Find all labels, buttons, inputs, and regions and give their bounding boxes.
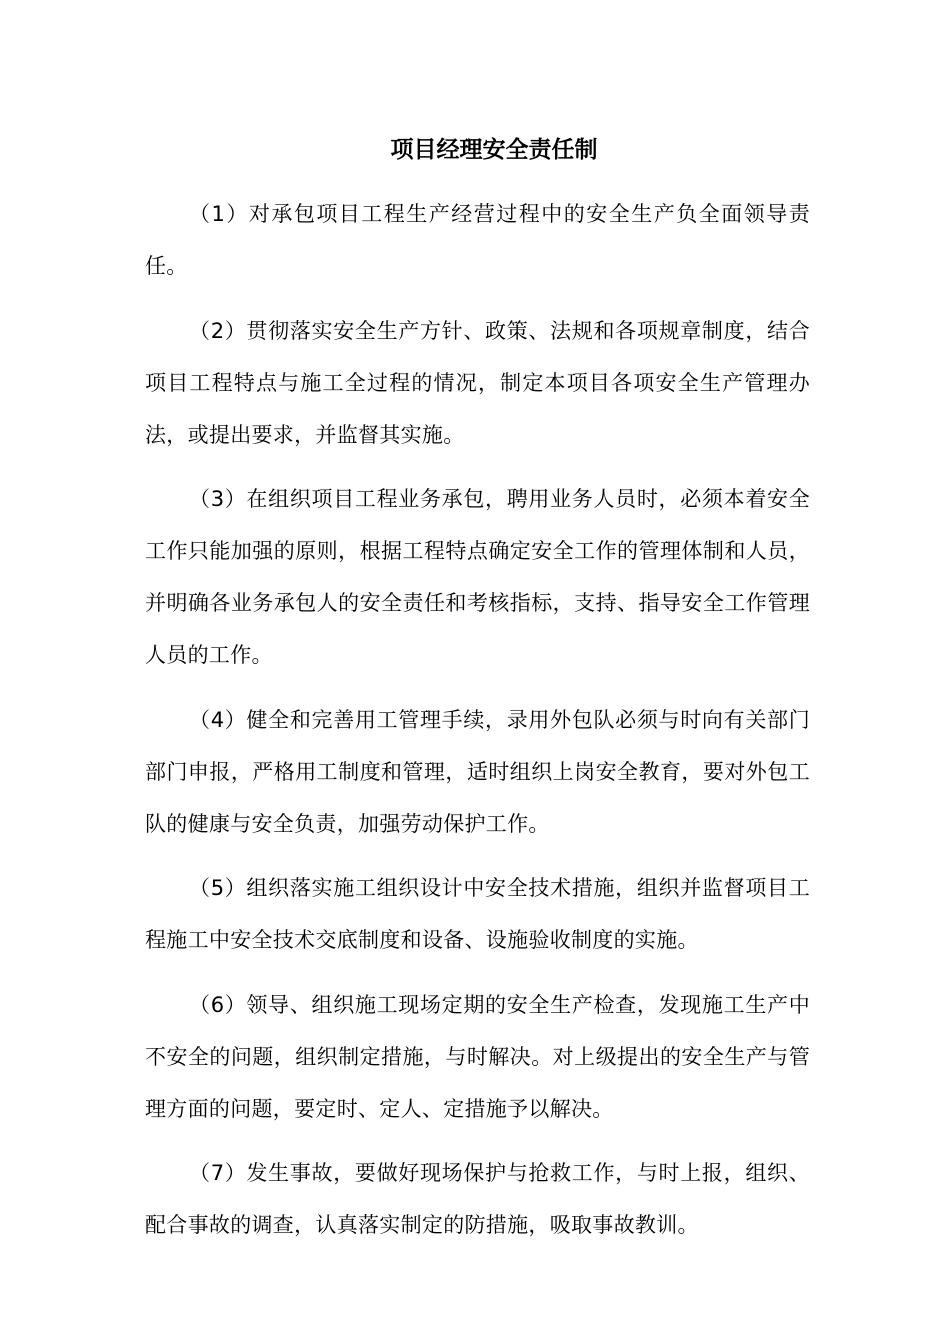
paragraph-6: （6）领导、组织施工现场定期的安全生产检查，发现施工生产中不安全的问题，组织制定措施，与时解决。对上级提出的安全生产与管理方面的问题，要定时、定人、定措施予以解决。 — [145, 992, 810, 1121]
paragraph-5: （5）组织落实施工组织设计中安全技术措施，组织并监督项目工程施工中安全技术交底制度和设备、设施验收制度的实施。 — [145, 876, 810, 952]
document-title: 项目经理安全责任制 — [390, 137, 598, 163]
paragraph-2: （2）贯彻落实安全生产方针、政策、法规和各项规章制度，结合项目工程特点与施工全过程的情况，制定本项目各项安全生产管理办法，或提出要求，并监督其实施。 — [145, 318, 810, 447]
paragraph-4: （4）健全和完善用工管理手续，录用外包队必须与时向有关部门部门申报，严格用工制度和管理，适时组织上岗安全教育，要对外包工队的健康与安全负责，加强劳动保护工作。 — [145, 707, 810, 836]
paragraph-1: （1）对承包项目工程生产经营过程中的安全生产负全面领导责任。 — [145, 202, 810, 278]
paragraph-7: （7）发生事故，要做好现场保护与抢救工作，与时上报，组织、配合事故的调查，认真落实制定的防措施，吸取事故教训。 — [145, 1161, 810, 1237]
paragraph-3: （3）在组织项目工程业务承包，聘用业务人员时，必须本着安全工作只能加强的原则，根据工程特点确定安全工作的管理体制和人员，并明确各业务承包人的安全责任和考核指标，支持、指导安全工作管理人员的工作。 — [145, 487, 810, 667]
document-body — [145, 188, 810, 1264]
